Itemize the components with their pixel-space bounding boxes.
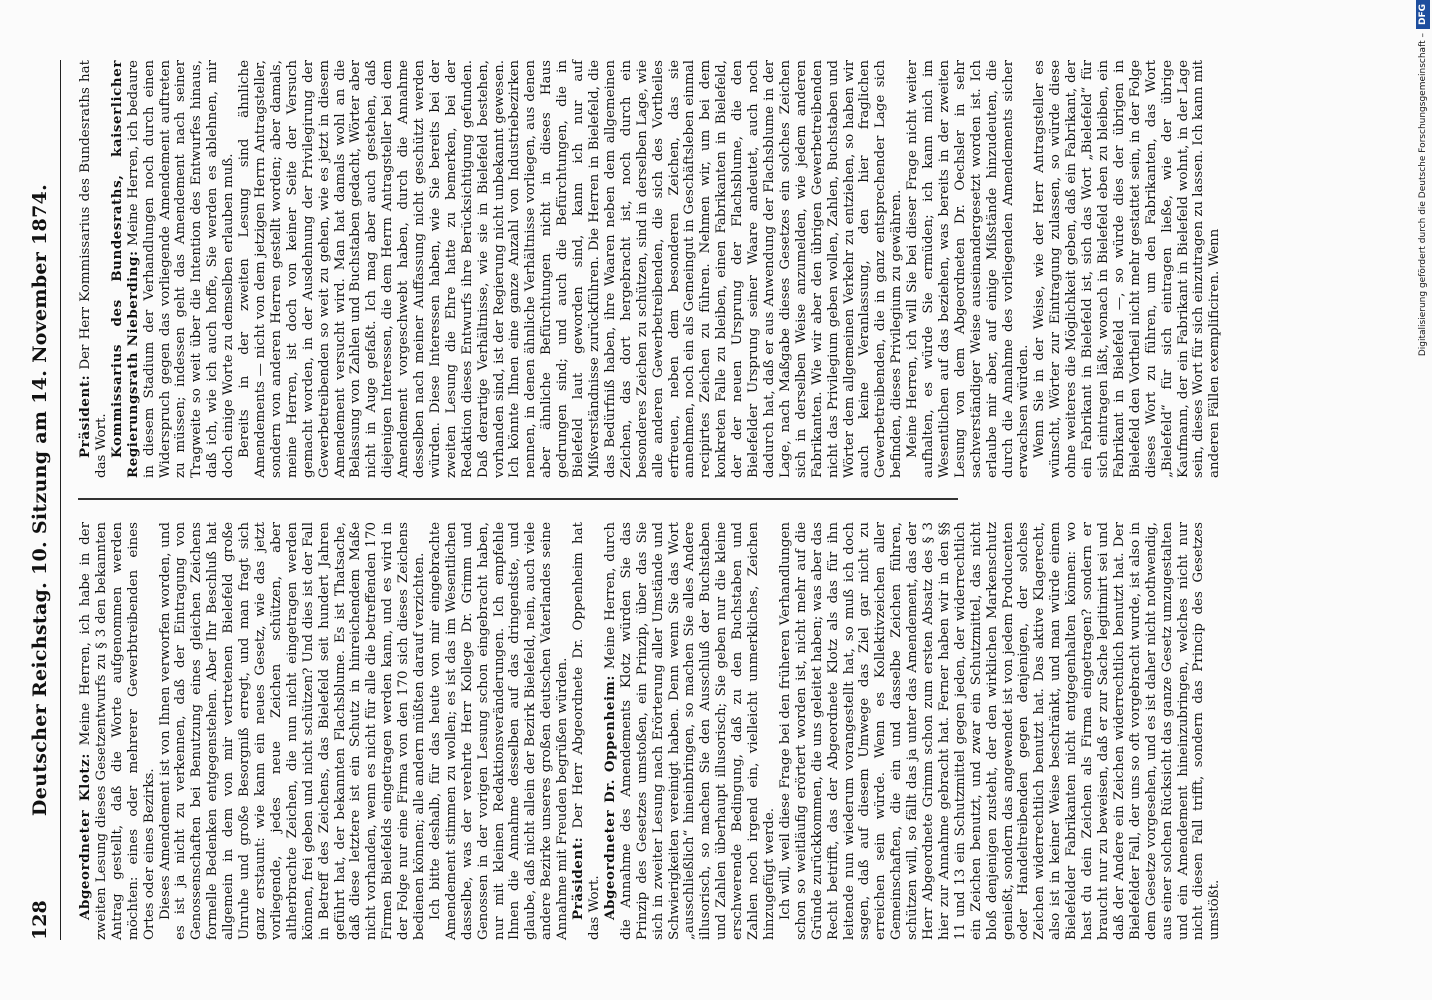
paragraph-text: Dieses Amendement ist von Ihnen verworfen worden, und es ist ja nicht zu verkennen, daß der Eintragung von Genossenschaften bei Benutzung eines gleichen Zeichens formelle Bedenken entgegenstehen. Aber Ihr Beschluß hat allgemein in dem von mir vertretenen Bielefeld große Unruhe und große Besorgniß erregt, und man fragt sich ganz erstaunt: wie kann ein neues Gesetz, wie das jetzt vorliegende, jedes neue Zeichen schützen, aber altherbrachte Zeichen, die nun nicht eingetragen werden können, frei geben und nicht schützen? Und dies ist der Fall in Betreff des Zeichens, das Bielefeld seit hundert Jahren geführt hat, der bekannten Flachsblume. Es ist Thatsache, daß diese letztere ist ein Schutz in hinreichendem Maße nicht vorhanden, wenn es nicht für alle die betreffenden 170 Firmen Bielefelds eingetragen werden kann, und es wird in der Folge nur eine Firma von den 170 sich dieses Zeichens bedienen können; alle andern müßten darauf verzichten. <box>157 522 428 940</box>
page-title: Deutscher Reichstag. 10. Sitzung am 14. November 1874. <box>29 183 51 817</box>
paragraph-text: Der Herr Kommissarius des Bundesraths hat das Wort. <box>78 60 109 478</box>
paragraph <box>603 522 778 940</box>
dfg-side-note <box>1414 0 1432 1000</box>
left-column <box>77 521 1223 940</box>
paragraph-text: Meine Herren, ich will Sie bei dieser Frage nicht weiter aufhalten, es würde Sie ermüden; ich kann mich im Wesentlichen auf das beziehen, was bereits in der zweiten Lesung von dem Abgeordneten Dr. Oechsler in sehr sachverständiger Weise auseinandergesetzt worden ist. Ich erlaube mir aber, auf einige Mißstände hinzudeuten, die durch die Annahme des vorliegenden Amendements sicher erwachsen würden. <box>905 60 1032 478</box>
paragraph-text: Wenn Sie in der Weise, wie der Herr Antragsteller es wünscht, Wörter zur Eintragung zulassen, so würde diese ohne weiteres die Möglichkeit geben, daß ein Fabrikant, der ein Fabrikant in Bielefeld ist, sich das Wort „Bielefeld“ für sich eintragen läßt, wonach in Bielefeld eben zu bleiben, ein Fabrikant in Bielefeld —, so würde dies der übrigen in Bielefeld den Vortheil nicht mehr gestattet sein, in der Folge dieses Wort zu führen, um den Fabrikanten, das Wort „Bielefeld“ für sich eintragen ließe, wie der übrige Kaufmann, der ein Fabrikant in Bielefeld wohnt, in der Lage sein, dieses Wort für sich einzutragen zu lassen. Ich kann mit anderen Fällen exemplificiren. Wenn <box>1032 60 1223 478</box>
paragraph <box>905 60 1032 478</box>
paragraph <box>1032 60 1223 478</box>
paragraph <box>110 60 237 478</box>
paragraph-text: Meine Herren, ich bedaure in diesem Stadium der Verhandlungen noch durch einen Widerspruch gegen das vorliegende Amendement auftreten zu müssen; indessen geht das Amendement nach seiner Tragweite so weit über die Intention des Entwurfes hinaus, daß ich, wie ich auch hoffe, Sie werden es ablehnen, mir doch einige Worte zu demselben erlauben muß. <box>125 60 237 478</box>
page-header <box>20 60 61 940</box>
column-divider <box>78 499 958 501</box>
speaker-name: Präsident: <box>570 836 587 920</box>
paragraph <box>158 522 428 940</box>
paragraph <box>78 60 110 478</box>
dfg-note-text: Digitalisierung gefördert durch die Deutsche Forschungsgemeinschaft – <box>1418 33 1428 357</box>
paragraph <box>428 522 571 940</box>
paragraph-text: Ich will, weil diese Frage bei den früheren Verhandlungen schon so weitläufig erörtert worden ist, nicht mehr auf die Gründe zurückkommen, die uns geleitet haben; was aber das Recht betrifft, das der Abgeordnete Klotz als das für ihn leitende nun wiederum vorangestellt hat, so muß ich doch sagen, daß auf diesem Umwege das Ziel gar nicht zu erreichen sein würde. Wenn es Kollektivzeichen aller Gemeinschaften, die ein und dasselbe Zeichen führen, schützen will, so fällt das ja unter das Amendement, das der Herr Abgeordnete Grimm schon zum ersten Absatz des § 3 hier zur Annahme gebracht hat. Ferner haben wir in den §§ 11 und 13 ein Schutzmittel gegen jeden, der widerrechtlich ein Zeichen benutzt, und zwar ein Schutzmittel, das nicht bloß denjenigen zusteht, der den wirklichen Markenschutz genießt, sondern das angewendet ist von jedem Producenten oder Handeltreibenden gegen denjenigen, der solches Zeichen widerrechtlich benutzt hat. Das aktive Klagerecht, also ist in keiner Weise beschränkt, und man würde einem Bielefelder Fabrikanten nicht entgegenhalten können: wo hast du dein Zeichen als Firma eingetragen? sondern er braucht nur zu beweisen, daß er zur Sache legitimirt sei und daß der Andere ein Zeichen widerrechtlich benutzt hat. Der Bielefelder Fall, der uns so oft vorgebracht wurde, ist also in dem Gesetze vorgesehen, und es ist daher nicht nothwendig, aus einer solchen Rücksicht das ganze Gesetz umzugestalten und ein Amendement hineinzubringen, welches nicht nur nicht diesen Fall trifft, sondern das Princip des Gesetzes umstößt. <box>777 522 1223 940</box>
paragraph-text: Bereits in der zweiten Lesung sind ähnliche Amendements — nicht von dem jetzigen Herrn Antragsteller, sondern von anderen Herren gestellt worden; aber damals, meine Herren, ist doch von keiner Seite der Versuch gemacht worden, in der Ausdehnung der Privilegirung der Gewerbetreibenden so weit zu gehen, wie es jetzt in diesem Amendement versucht wird. Man hat damals wohl an die Belassung von Zahlen und Buchstaben gedacht, Wörter aber nicht in Auge gefaßt. Ich mag aber auch gestehen, daß diejenigen Interessen, die dem Herrn Antragsteller bei dem Amendement vorgeschwebt haben, durch die Annahme desselben nach meiner Auffassung nicht geschützt werden würden. Diese Interessen haben, wie Sie bereits bei der zweiten Lesung die Ehre hatte zu bemerken, bei der Redaktion dieses Entwurfs ihre Berücksichtigung gefunden. Daß derartige Verhältnisse, wie sie in Bielefeld bestehen, vorhanden sind, ist der Regierung nicht unbekannt gewesen. Ich könnte Ihnen eine ganze Anzahl von Industriebezirken nennen, in denen ähnliche Verhältnisse vorliegen, aus denen aber ähnliche Befürchtungen nicht in dieses Haus gedrungen sind; und auch die Befürchtungen, die in Bielefeld laut geworden sind, kann ich nur auf Mißverständnisse zurückführen. Die Herren in Bielefeld, die das Bedürfniß haben, ihre Waaren neben dem allgemeinen Zeichen, das dort hergebracht ist, noch durch ein besonderes Zeichen zu schützen, sind in derselben Lage, wie alle anderen Gewerbetreibenden, die sich des Vortheiles erfreuen, neben dem besonderen Zeichen, das sie annehmen, noch ein als Gemeingut in Geschäftsleben einmal recipirtes Zeichen zu führen. Nehmen wir, um bei dem konkreten Falle zu bleiben, einen Fabrikanten in Bielefeld, der der neuen Ursprung der Flachsblume, die den Bielefelder Ursprung seiner Waare andeutet, auch noch dadurch hat, daß er aus Anwendung der Flachsblume in der Lage, nach Maßgabe dieses Gesetzes ein solches Zeichen sich in derselben Weise anzumelden, wie jedem anderen Fabrikanten. Wie wir aber den übrigen Gewerbetreibenden nicht das Privilegium geben wollen, Zahlen, Buchstaben und Wörter dem allgemeinen Verkehr zu entziehen, so haben wir auch keine Veranlassung, den hier fraglichen Gewerbetreibenden, die in ganz entsprechender Lage sich befinden, dieses Privilegium zu gewähren. <box>237 60 905 478</box>
speaker-name: Kommissarius des Bundesraths, kaiserlicher Regierungsrath Nieberding: <box>108 60 141 478</box>
paragraph-text: Meine Herren, durch die Annahme des Amendements Klotz würden Sie das Prinzip des Gesetzes umstoßen, ein Prinzip, über das Sie sich in zweiter Lesung nach Erörterung aller Umstände und Schwierigkeiten vereinigt haben. Denn wenn Sie das Wort „ausschließlich“ hineinbringen, so machen Sie alles Andere illusorisch, so machen Sie den Ausschluß der Buchstaben und Zahlen überhaupt illusorisch; Sie geben nur die kleine erschwerende Bedingung, daß zu den Buchstaben und Zahlen noch irgend ein, vielleicht unmerkliches, Zeichen hinzugefügt werde. <box>602 522 777 940</box>
right-column <box>77 60 1223 478</box>
paragraph <box>778 522 1223 940</box>
paragraph <box>78 522 158 940</box>
speaker-name: Abgeordneter Dr. Oppenheim: <box>601 675 618 920</box>
paragraph-text: Meine Herren, ich habe in der zweiten Lesung dieses Gesetzentwurfs zu § 3 den bekannten Antrag gestellt, daß die Worte aufgenommen werden möchten: eines oder mehrerer Gewerbtreibenden eines Ortes oder eines Bezirks. <box>78 521 157 940</box>
paragraph <box>571 522 603 940</box>
paragraph-text: Ich bitte deshalb, für das heute von mir eingebrachte Amendement stimmen zu wollen; es ist das im Wesentlichen dasselbe, was der verehrte Herr Kollege Dr. Grimm und Genossen in der vorigen Lesung schon eingebracht haben, nur mit kleinen Redaktionsveränderungen. Ich empfehle Ihnen die Annahme desselben auf das dringendste, und glaube, daß nicht allein der Bezirk Bielefeld, nein, auch viele andere Bezirke unseres großen deutschen Vaterlandes seine Annahme mit Freuden begrüßen würden. <box>427 522 571 940</box>
paragraph-text: Der Herr Abgeordnete Dr. Oppenheim hat das Wort. <box>571 522 602 940</box>
speaker-name: Präsident: <box>77 374 93 458</box>
paragraph <box>237 60 905 478</box>
dfg-logo: DFG <box>1416 0 1430 29</box>
speaker-name: Abgeordneter Klotz: <box>77 753 93 920</box>
page-number: 128 <box>29 900 51 940</box>
